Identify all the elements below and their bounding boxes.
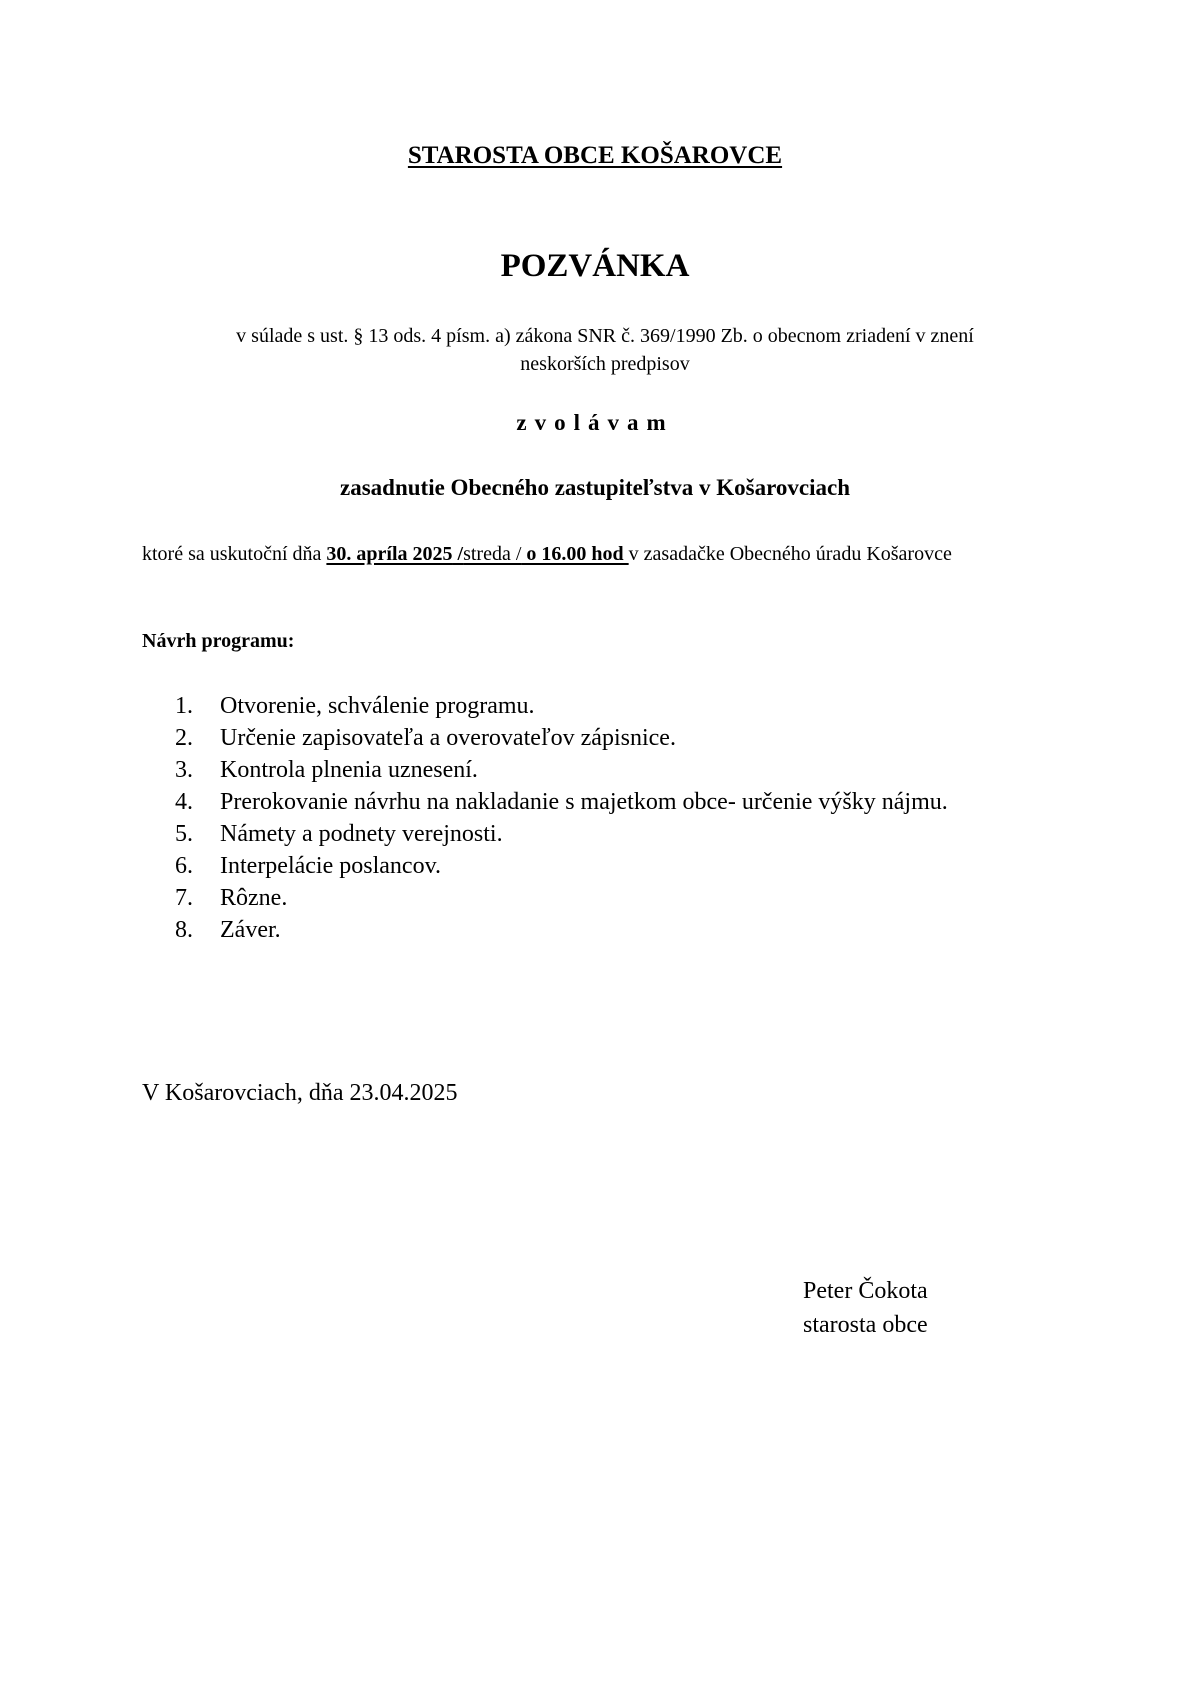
agenda-item <box>175 882 948 914</box>
agenda-item-number: 3. <box>175 757 193 783</box>
program-label: Návrh programu: <box>142 630 295 652</box>
agenda-item <box>175 754 948 786</box>
agenda-item-text: Prerokovanie návrhu na nakladanie s majetkom obce- určenie výšky nájmu. <box>220 789 948 815</box>
document-title: POZVÁNKA <box>500 248 690 284</box>
agenda-item <box>175 690 948 722</box>
agenda-item-text: Interpelácie poslancov. <box>220 853 442 879</box>
agenda-item <box>175 818 948 850</box>
agenda-item <box>175 914 948 946</box>
legal-basis-line-1: v súlade s ust. § 13 ods. 4 písm. a) zákona SNR č. 369/1990 Zb. o obecnom zriadení v znení <box>236 325 974 347</box>
agenda-item-text: Záver. <box>220 917 281 943</box>
agenda-list <box>175 690 948 946</box>
agenda-item-number: 8. <box>175 917 193 943</box>
agenda-item-number: 2. <box>175 725 193 751</box>
agenda-item <box>175 850 948 882</box>
agenda-item-text: Rôzne. <box>220 885 288 911</box>
summon-heading: zvolávam <box>516 410 674 435</box>
place-date: V Košarovciach, dňa 23.04.2025 <box>142 1080 458 1106</box>
signature-block <box>803 1274 928 1342</box>
agenda-item-text: Kontrola plnenia uznesení. <box>220 757 478 783</box>
signatory-role: starosta obce <box>803 1312 928 1338</box>
issuer-heading <box>0 142 1190 170</box>
meeting-date: 30. apríla 2025 <box>326 543 453 565</box>
agenda-item-text: Otvorenie, schválenie programu. <box>220 693 535 719</box>
legal-basis-line-2: neskorších predpisov <box>520 353 690 375</box>
meeting-heading: zasadnutie Obecného zastupiteľstva v Košarovciach <box>340 475 850 500</box>
meeting-weekday: streda / <box>463 543 522 565</box>
agenda-item-text: Určenie zapisovateľa a overovateľov zápisnice. <box>220 725 676 751</box>
when-suffix: v zasadačke Obecného úradu Košarovce <box>628 543 952 565</box>
agenda-item-number: 7. <box>175 885 193 911</box>
slash-open: / <box>452 543 464 565</box>
meeting-time-paragraph <box>142 540 1080 569</box>
agenda-item <box>175 722 948 754</box>
signatory-name: Peter Čokota <box>803 1278 928 1304</box>
agenda-item-number: 4. <box>175 789 193 815</box>
when-prefix: ktoré sa uskutoční dňa <box>142 543 322 565</box>
meeting-time: o 16.00 hod <box>521 543 629 565</box>
agenda-item <box>175 786 948 818</box>
issuer-text: STAROSTA OBCE KOŠAROVCE <box>407 142 783 169</box>
legal-basis <box>150 322 1060 378</box>
agenda-item-text: Námety a podnety verejnosti. <box>220 821 503 847</box>
agenda-item-number: 5. <box>175 821 193 847</box>
agenda-item-number: 1. <box>175 693 193 719</box>
agenda-item-number: 6. <box>175 853 193 879</box>
